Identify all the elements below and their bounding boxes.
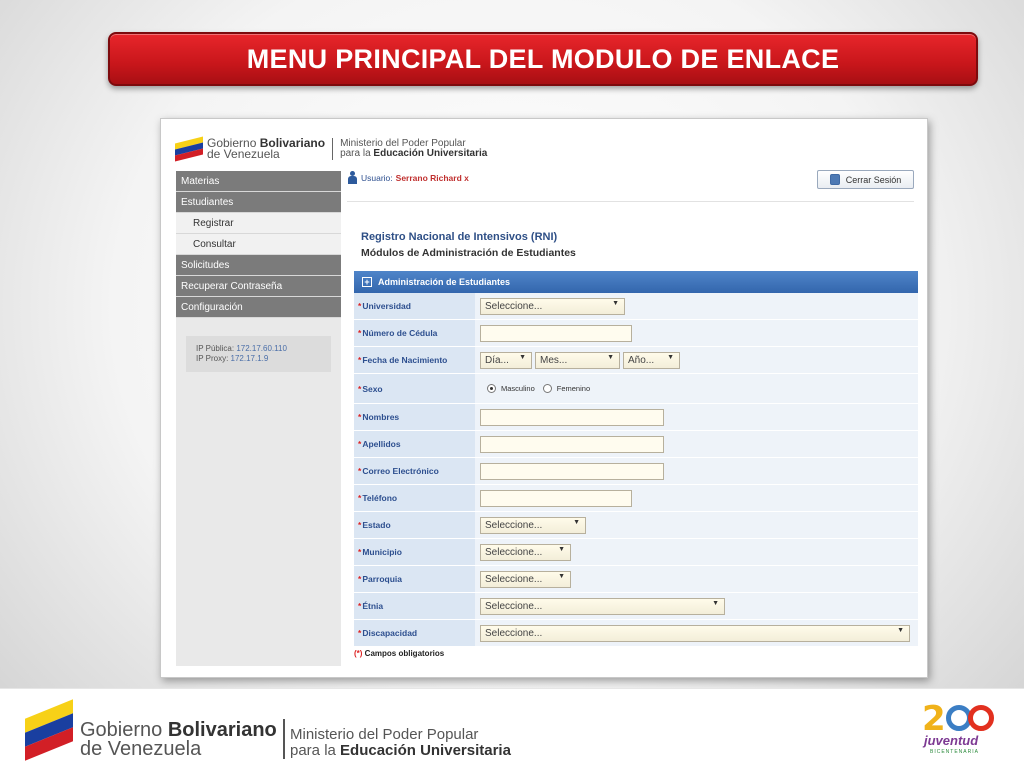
form-row-parroquia xyxy=(354,566,918,593)
municipio-label: Municipio xyxy=(362,547,402,557)
field-label: * Parroquia xyxy=(354,566,475,592)
telefono-input[interactable] xyxy=(480,490,632,507)
form-row-sexo xyxy=(354,374,918,404)
required-fields-note xyxy=(354,649,444,658)
correo-label: Correo Electrónico xyxy=(362,466,439,476)
anio-value: Año... xyxy=(628,354,655,366)
form-row-discapacidad xyxy=(354,620,918,647)
parroquia-label: Parroquia xyxy=(362,574,402,584)
chevron-down-icon: ▼ xyxy=(612,299,619,307)
etnia-value: Seleccione... xyxy=(485,600,543,612)
ip-public-label: IP Pública: xyxy=(196,344,237,353)
femenino-label: Femenino xyxy=(556,384,591,393)
chevron-down-icon: ▼ xyxy=(558,572,565,580)
field-label: * Estado xyxy=(354,512,475,538)
anio-select[interactable] xyxy=(623,352,680,369)
gov-line1-b: Bolivariano xyxy=(259,136,326,150)
gov-line1-a: Gobierno xyxy=(207,136,260,150)
required-mark: (*) xyxy=(354,649,363,658)
slide-title-banner xyxy=(108,32,978,86)
chevron-down-icon: ▼ xyxy=(573,518,580,526)
footer-gov-line1-a: Gobierno xyxy=(80,719,168,741)
gov-line2: de Venezuela xyxy=(207,147,280,161)
field-label: * Teléfono xyxy=(354,485,475,511)
etnia-label: Étnia xyxy=(362,601,384,611)
badge-text: juventud xyxy=(924,733,979,748)
ministry-line2-b: Educación Universitaria xyxy=(373,148,488,159)
mes-select[interactable] xyxy=(535,352,620,369)
panel-header[interactable] xyxy=(354,271,918,293)
footer-ministry-line2-b: Educación Universitaria xyxy=(340,742,511,759)
ministry-line1: Ministerio del Poder Popular xyxy=(340,138,466,149)
chevron-down-icon: ▼ xyxy=(667,353,674,361)
cedula-label: Número de Cédula xyxy=(362,328,438,338)
nombres-label: Nombres xyxy=(362,412,400,422)
app-header xyxy=(175,129,487,169)
form-row-fecha xyxy=(354,347,918,374)
field-label: * Nombres xyxy=(354,404,475,430)
chevron-down-icon: ▼ xyxy=(519,353,526,361)
form-row-cedula xyxy=(354,320,918,347)
universidad-value: Seleccione... xyxy=(485,300,543,312)
universidad-label: Universidad xyxy=(362,301,411,311)
estado-label: Estado xyxy=(362,520,391,530)
sidebar-item-estudiantes[interactable]: Estudiantes xyxy=(176,192,341,213)
correo-input[interactable] xyxy=(480,463,664,480)
field-label: * Correo Electrónico xyxy=(354,458,475,484)
expand-icon[interactable]: + xyxy=(362,277,372,287)
government-logo-text xyxy=(207,138,325,160)
sidebar-item-recuperar-contrasena[interactable]: Recuperar Contraseña xyxy=(176,276,341,297)
chevron-down-icon: ▼ xyxy=(712,599,719,607)
form-row-universidad xyxy=(354,293,918,320)
field-label: * Universidad xyxy=(354,293,475,319)
form-row-municipio xyxy=(354,539,918,566)
ip-proxy-label: IP Proxy: xyxy=(196,354,231,363)
cedula-input[interactable] xyxy=(480,325,632,342)
discapacidad-select[interactable] xyxy=(480,625,910,642)
femenino-radio[interactable] xyxy=(543,384,552,393)
header-divider xyxy=(347,201,914,202)
fecha-label: Fecha de Nacimiento xyxy=(362,355,448,365)
sidebar xyxy=(176,171,341,666)
user-icon xyxy=(347,171,358,185)
sidebar-subitem-registrar[interactable]: Registrar xyxy=(176,213,341,234)
form-row-telefono xyxy=(354,485,918,512)
field-label: * Fecha de Nacimiento xyxy=(354,347,475,373)
user-info xyxy=(347,171,469,185)
user-name: Serrano Richard x xyxy=(395,173,469,183)
student-form xyxy=(354,293,918,647)
apellidos-input[interactable] xyxy=(480,436,664,453)
page-title: Registro Nacional de Intensivos (RNI) xyxy=(361,231,558,243)
ip-info-box xyxy=(186,336,331,372)
form-row-estado xyxy=(354,512,918,539)
footer-government-text xyxy=(80,721,277,759)
sidebar-item-solicitudes[interactable]: Solicitudes xyxy=(176,255,341,276)
discapacidad-value: Seleccione... xyxy=(485,627,543,639)
masculino-radio[interactable] xyxy=(487,384,496,393)
discapacidad-label: Discapacidad xyxy=(362,628,418,638)
logo-divider xyxy=(332,138,333,160)
page-subtitle: Módulos de Administración de Estudiantes xyxy=(361,247,576,259)
form-row-apellidos xyxy=(354,431,918,458)
universidad-select[interactable] xyxy=(480,298,625,315)
footer-gov-line1-b: Bolivariano xyxy=(167,719,277,741)
user-label: Usuario: xyxy=(361,173,393,183)
sidebar-item-configuracion[interactable]: Configuración xyxy=(176,297,341,318)
chevron-down-icon: ▼ xyxy=(607,353,614,361)
sexo-label: Sexo xyxy=(362,383,383,394)
footer-gov-line2: de Venezuela xyxy=(80,738,202,760)
field-label: * Sexo xyxy=(354,374,475,403)
field-label: * Municipio xyxy=(354,539,475,565)
dia-select[interactable] xyxy=(480,352,532,369)
form-row-etnia xyxy=(354,593,918,620)
mes-value: Mes... xyxy=(540,354,568,366)
masculino-label: Masculino xyxy=(501,384,535,393)
estado-value: Seleccione... xyxy=(485,519,543,531)
footer-ministry-line1: Ministerio del Poder Popular xyxy=(290,726,479,743)
venezuela-flag-logo-icon xyxy=(25,703,73,751)
lock-icon xyxy=(830,174,840,185)
venezuela-flag-logo-icon xyxy=(175,138,203,160)
slide-footer xyxy=(0,688,1024,768)
ip-public-value: 172.17.60.110 xyxy=(236,344,287,353)
logout-label: Cerrar Sesión xyxy=(845,174,902,185)
footer-ministry-text xyxy=(290,727,511,759)
estado-select[interactable] xyxy=(480,517,586,534)
municipio-value: Seleccione... xyxy=(485,546,543,558)
apellidos-label: Apellidos xyxy=(362,439,401,449)
logout-button[interactable] xyxy=(817,170,914,189)
footer-ministry-line2-a: para la xyxy=(290,742,341,759)
app-screenshot xyxy=(160,118,928,678)
field-label: * Étnia xyxy=(354,593,475,619)
etnia-select[interactable] xyxy=(480,598,725,615)
juventud-bicentenaria-logo-icon: 2 juventud BICENTENARIA xyxy=(920,699,1000,755)
required-note-text: Campos obligatorios xyxy=(362,649,445,658)
badge-subtext: BICENTENARIA xyxy=(930,749,979,755)
parroquia-select[interactable] xyxy=(480,571,571,588)
parroquia-value: Seleccione... xyxy=(485,573,543,585)
form-row-correo xyxy=(354,458,918,485)
field-label: * Discapacidad xyxy=(354,620,475,646)
chevron-down-icon: ▼ xyxy=(558,545,565,553)
field-label: * Número de Cédula xyxy=(354,320,475,346)
ministry-text xyxy=(340,139,487,159)
sidebar-item-materias[interactable]: Materias xyxy=(176,171,341,192)
ministry-line2-a: para la xyxy=(340,148,374,159)
footer-divider xyxy=(283,719,285,759)
field-label: * Apellidos xyxy=(354,431,475,457)
ip-proxy-value: 172.17.1.9 xyxy=(230,354,269,363)
slide-title: MENU PRINCIPAL DEL MODULO DE ENLACE xyxy=(246,43,840,74)
sidebar-subitem-consultar[interactable]: Consultar xyxy=(176,234,341,255)
telefono-label: Teléfono xyxy=(362,493,398,503)
panel-title: Administración de Estudiantes xyxy=(378,277,511,287)
form-row-nombres xyxy=(354,404,918,431)
nombres-input[interactable] xyxy=(480,409,664,426)
chevron-down-icon: ▼ xyxy=(897,626,904,634)
municipio-select[interactable] xyxy=(480,544,571,561)
dia-value: Día... xyxy=(485,354,509,366)
